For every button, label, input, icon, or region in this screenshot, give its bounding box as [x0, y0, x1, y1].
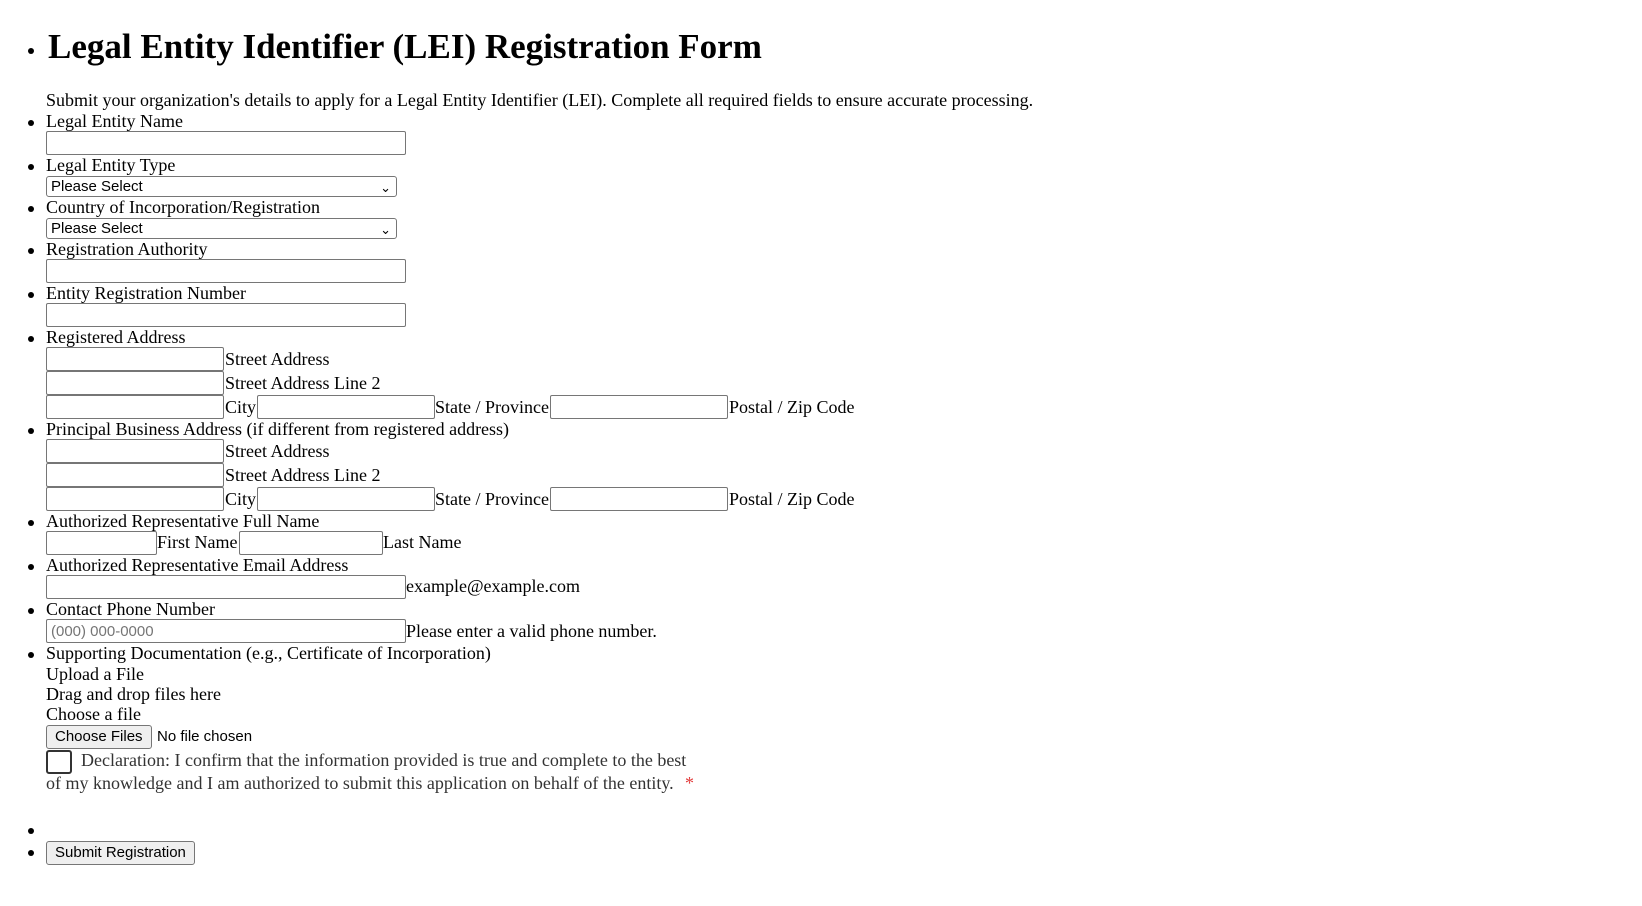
bullet [28, 336, 34, 342]
email-hint: example@example.com [406, 576, 581, 596]
registration-number-input[interactable] [46, 303, 406, 327]
choose-files-button[interactable]: Choose Files [46, 725, 152, 749]
last-name-input[interactable] [239, 531, 383, 555]
business-street-label: Street Address [225, 441, 330, 461]
business-street-input[interactable] [46, 439, 224, 463]
business-street2-input[interactable] [46, 463, 224, 487]
bullet [28, 608, 34, 614]
registered-address-label: Registered Address [46, 327, 186, 347]
bullet [28, 652, 34, 658]
last-name-label: Last Name [383, 532, 462, 552]
business-street2-label: Street Address Line 2 [225, 465, 381, 485]
business-address-label: Principal Business Address (if different from registered address) [46, 419, 510, 439]
chevron-down-icon: ⌄ [380, 222, 391, 237]
documents-label: Supporting Documentation (e.g., Certificate of Incorporation) [46, 643, 491, 663]
legal-entity-name-label: Legal Entity Name [46, 111, 183, 131]
bullet [28, 520, 34, 526]
registered-city-input[interactable] [46, 395, 224, 419]
declaration-line-2: of my knowledge and I am authorized to submit this application on behalf of the entity. [46, 773, 674, 793]
registered-postal-label: Postal / Zip Code [729, 397, 855, 417]
first-name-input[interactable] [46, 531, 157, 555]
registered-street-label: Street Address [225, 349, 330, 369]
registered-state-label: State / Province [435, 397, 549, 417]
bullet [28, 828, 34, 834]
phone-label: Contact Phone Number [46, 599, 215, 619]
chevron-down-icon: ⌄ [380, 180, 391, 195]
bullet [28, 120, 34, 126]
legal-entity-name-input[interactable] [46, 131, 406, 155]
country-select[interactable] [46, 218, 397, 239]
bullet [28, 850, 34, 856]
business-postal-input[interactable] [550, 487, 728, 511]
country-value: Please Select [51, 220, 143, 237]
phone-hint: Please enter a valid phone number. [406, 621, 657, 641]
registered-city-label: City [225, 397, 257, 417]
registration-number-label: Entity Registration Number [46, 283, 246, 303]
submit-registration-button[interactable]: Submit Registration [46, 841, 195, 865]
country-label: Country of Incorporation/Registration [46, 197, 320, 217]
phone-input[interactable] [46, 619, 406, 643]
business-postal-label: Postal / Zip Code [729, 489, 855, 509]
bullet [28, 292, 34, 298]
page-title: Legal Entity Identifier (LEI) Registration Form [48, 27, 762, 66]
bullet [28, 564, 34, 570]
representative-label: Authorized Representative Full Name [46, 511, 320, 531]
file-status: No file chosen [157, 728, 253, 745]
registered-street-input[interactable] [46, 347, 224, 371]
form-description: Submit your organization's details to apply for a Legal Entity Identifier (LEI). Complete all required fields to ensure accurate processing. [46, 90, 1034, 110]
bullet [28, 248, 34, 254]
required-asterisk: * [685, 773, 694, 793]
first-name-label: First Name [157, 532, 238, 552]
business-city-label: City [225, 489, 257, 509]
registered-street2-label: Street Address Line 2 [225, 373, 381, 393]
bullet [28, 164, 34, 170]
bullet [28, 428, 34, 434]
email-input[interactable] [46, 575, 406, 599]
registration-authority-label: Registration Authority [46, 239, 208, 259]
email-label: Authorized Representative Email Address [46, 555, 349, 575]
bullet [28, 48, 34, 54]
legal-entity-type-value: Please Select [51, 178, 143, 195]
legal-entity-type-select[interactable] [46, 176, 397, 197]
registration-authority-input[interactable] [46, 259, 406, 283]
declaration-checkbox[interactable] [46, 750, 72, 774]
upload-title: Upload a File [46, 664, 144, 684]
legal-entity-type-label: Legal Entity Type [46, 155, 176, 175]
business-state-label: State / Province [435, 489, 549, 509]
registered-state-input[interactable] [257, 395, 435, 419]
drag-drop-text: Drag and drop files here [46, 684, 221, 704]
business-state-input[interactable] [257, 487, 435, 511]
bullet [28, 206, 34, 212]
declaration-line-1: Declaration: I confirm that the information provided is true and complete to the best [81, 750, 687, 770]
registered-street2-input[interactable] [46, 371, 224, 395]
choose-file-text: Choose a file [46, 704, 141, 724]
business-city-input[interactable] [46, 487, 224, 511]
registered-postal-input[interactable] [550, 395, 728, 419]
